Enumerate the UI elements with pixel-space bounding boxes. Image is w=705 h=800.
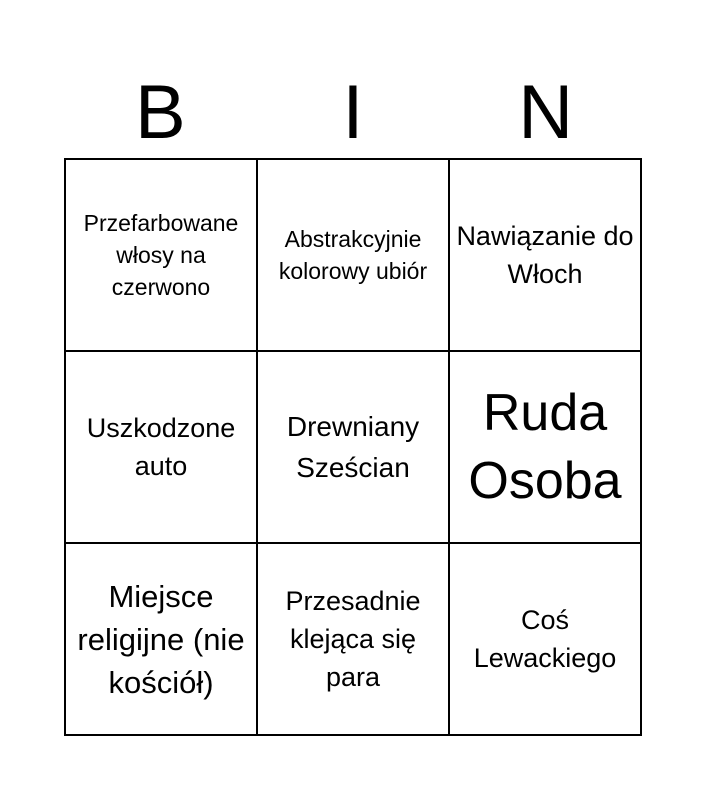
header-letter-i: I — [342, 70, 364, 155]
bingo-cell-4[interactable] — [66, 352, 258, 544]
bingo-cell-8-text: Przesadnie klejąca się para — [285, 586, 421, 692]
header-letter-n: N — [518, 70, 574, 155]
bingo-cell-3-text: Nawiązanie do Włoch — [456, 221, 634, 289]
bingo-cell-6[interactable] — [450, 352, 642, 544]
bingo-cell-2[interactable] — [258, 160, 450, 352]
header-letter-b: B — [134, 70, 186, 155]
bingo-cell-5[interactable] — [258, 352, 450, 544]
bingo-cell-4-text: Uszkodzone auto — [86, 413, 236, 481]
bingo-cell-6-text: Ruda Osoba — [468, 384, 622, 510]
bingo-cell-7[interactable] — [66, 544, 258, 736]
bingo-cell-3[interactable] — [450, 160, 642, 352]
bingo-header — [64, 68, 642, 158]
bingo-cell-9[interactable] — [450, 544, 642, 736]
bingo-cell-8[interactable] — [258, 544, 450, 736]
bingo-cell-9-text: Coś Lewackiego — [473, 605, 617, 673]
bingo-cell-2-text: Abstrakcyjnie kolorowy ubiór — [278, 226, 428, 284]
bingo-cell-1-text: Przefarbowane włosy na czerwono — [83, 210, 239, 300]
bingo-cell-7-text: Miejsce religijne (nie kościół) — [77, 578, 245, 700]
bingo-cell-1[interactable] — [66, 160, 258, 352]
bingo-grid — [64, 158, 642, 736]
bingo-cell-5-text: Drewniany Sześcian — [286, 411, 420, 483]
